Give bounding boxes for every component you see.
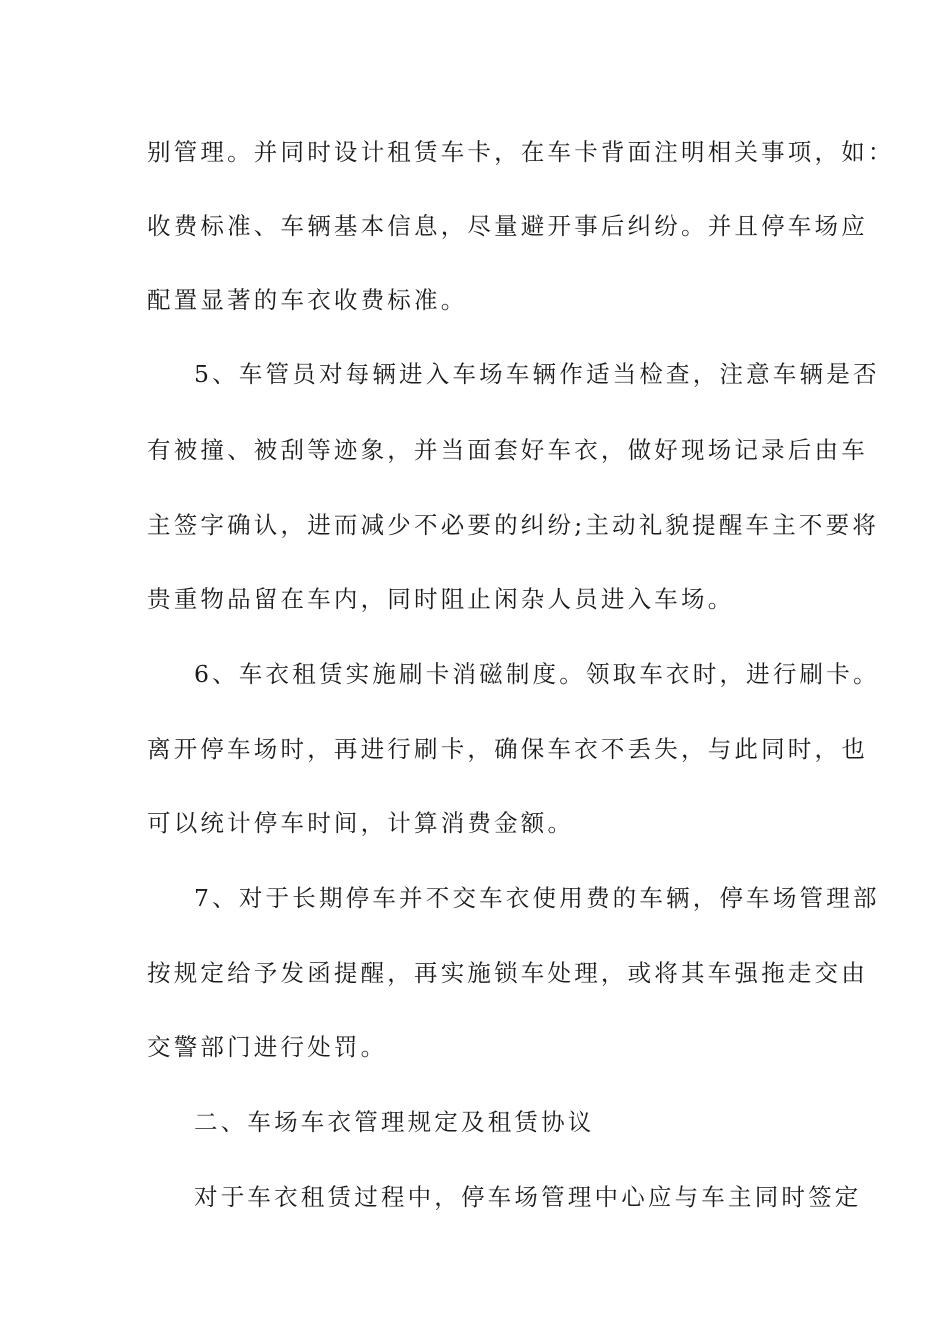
- paragraph-start: 对于车衣租赁过程中，停车场管理中心应与车主同时签定: [194, 1183, 862, 1211]
- text-line-2: 收费标准、车辆基本信息，尽量避开事后纠纷。并且停车场应: [147, 212, 868, 240]
- text-line-1: 别管理。并同时设计租赁车卡，在车卡背面注明相关事项，如：: [147, 138, 895, 166]
- paragraph-7-start: 7、对于长期停车并不交车衣使用费的车辆，停车场管理部: [194, 884, 880, 912]
- text-line-5: 有被撞、被刮等迹象，并当面套好车衣，做好现场记录后由车: [147, 436, 868, 464]
- text-line-6: 主签字确认，进而减少不必要的纠纷;主动礼貌提醒车主不要将: [147, 511, 880, 539]
- text-line-12: 按规定给予发函提醒，再实施锁车处理，或将其车强拖走交由: [147, 959, 868, 987]
- paragraph-5-start: 5、车管员对每辆进入车场车辆作适当检查，注意车辆是否: [194, 360, 880, 388]
- text-line-7: 贵重物品留在车内，同时阻止闲杂人员进入车场。: [147, 585, 735, 613]
- text-line-9: 离开停车场时，再进行刷卡，确保车衣不丢失，与此同时，也: [147, 735, 868, 763]
- text-line-13: 交警部门进行处罚。: [147, 1033, 388, 1061]
- section-heading: 二、车场车衣管理规定及租赁协议: [194, 1108, 595, 1136]
- text-line-3: 配置显著的车衣收费标准。: [147, 286, 468, 314]
- paragraph-6-start: 6、车衣租赁实施刷卡消磁制度。领取车衣时，进行刷卡。: [194, 660, 880, 688]
- text-line-10: 可以统计停车时间，计算消费金额。: [147, 809, 575, 837]
